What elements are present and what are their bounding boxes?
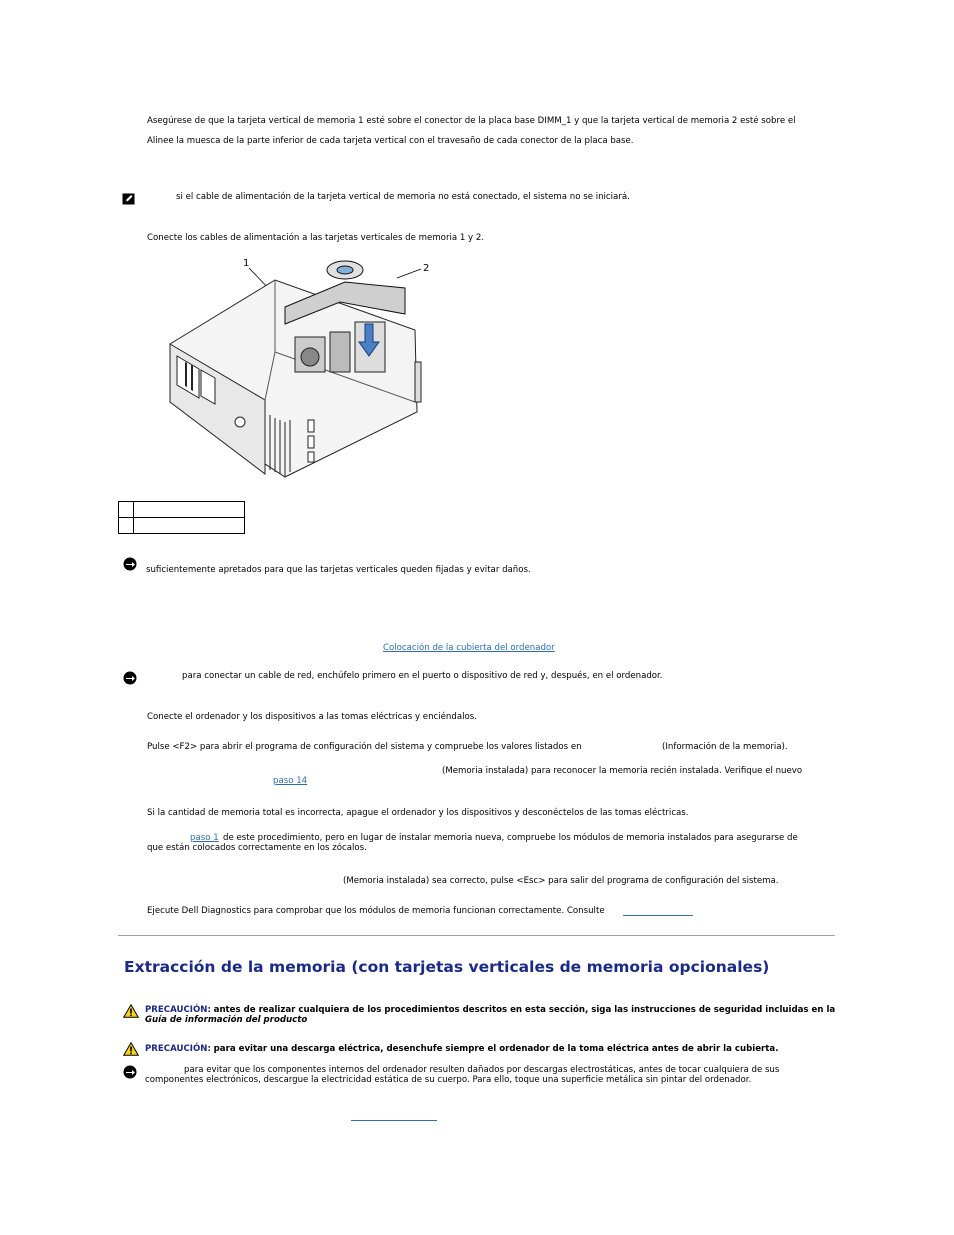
notice-text: suficientemente apretados para que las tarjetas verticales queden fijadas y evitar daños. [146,565,531,575]
step-text: Conecte el ordenador y los dispositivos a las tomas eléctricas y enciéndalos. [147,712,477,722]
caution-triangle-icon [123,1042,139,1056]
step-text: Si la cantidad de memoria total es incorrecta, apague el ordenador y los dispositivos y desconéctelos de las tomas eléctricas. [147,808,689,818]
caution-text [145,1044,778,1055]
step-text: Conecte los cables de alimentación a las tarjetas verticales de memoria 1 y 2. [147,233,485,243]
step-text: Asegúrese de que la tarjeta vertical de memoria 1 esté sobre el conector de la placa base DIMM_1 y que la tarjeta vertical de memoria 2 esté sobre el [147,116,796,126]
product-guide-title: Guía de información del producto [145,1015,308,1025]
step-text: (Información de la memoria). [662,742,788,752]
table-row [119,518,245,534]
note-pencil-icon [122,193,135,205]
note-text: si el cable de alimentación de la tarjeta vertical de memoria no está conectado, el sistema no se iniciará. [176,192,630,202]
memory-riser-illustration [165,252,435,480]
notice-icon [123,1065,137,1079]
caution-body: antes de realizar cualquiera de los procedimientos descritos en esta sección, siga las instrucciones de seguridad incluidas en la [213,1005,836,1015]
notice-icon [123,557,137,571]
caution-triangle-icon [123,1004,139,1018]
section-heading: Extracción de la memoria (con tarjetas verticales de memoria opcionales) [124,958,770,976]
cover-link[interactable]: Colocación de la cubierta del ordenador [383,643,555,653]
diagnostics-link[interactable] [623,915,693,916]
callout-2: 2 [423,263,430,274]
step1-link[interactable]: paso 1 [190,833,219,843]
callout-table [118,501,245,534]
caution-label: PRECAUCIÓN: [145,1005,211,1015]
notice-text: para conectar un cable de red, enchúfelo primero en el puerto o dispositivo de red y, después, en el ordenador. [182,671,663,681]
notice-text: para evitar que los componentes internos del ordenador resulten dañados por descargas electrostáticas, antes de tocar cualquiera de sus [184,1065,780,1075]
step-text: (Memoria instalada) sea correcto, pulse <Esc> para salir del programa de configuración del sistema. [343,876,779,886]
step-text: que están colocados correctamente en los zócalos. [147,843,367,853]
notice-icon [123,671,137,685]
cover-removal-link[interactable] [351,1120,437,1121]
step-text: de este procedimiento, pero en lugar de instalar memoria nueva, compruebe los módulos de memoria instalados para asegurarse de [223,833,798,843]
callout-1: 1 [243,258,250,269]
step-text: Pulse <F2> para abrir el programa de configuración del sistema y compruebe los valores listados en [147,742,582,752]
section-divider [118,935,835,936]
notice-text: componentes electrónicos, descargue la electricidad estática de su cuerpo. Para ello, toque una superficie metálica sin pintar del ordenador. [145,1075,752,1085]
step-text: Alinee la muesca de la parte inferior de cada tarjeta vertical con el travesaño de cada conector de la placa base. [147,136,634,146]
caution-label: PRECAUCIÓN: [145,1044,211,1054]
step-text: Ejecute Dell Diagnostics para comprobar que los módulos de memoria funcionan correctamente. Consulte [147,906,605,916]
step14-link[interactable]: paso 14 [273,776,308,786]
table-row [119,502,245,518]
caution-body: para evitar una descarga eléctrica, desenchufe siempre el ordenador de la toma eléctrica antes de abrir la cubierta. [213,1044,779,1054]
step-text: (Memoria instalada) para reconocer la memoria recién instalada. Verifique el nuevo [442,766,803,776]
